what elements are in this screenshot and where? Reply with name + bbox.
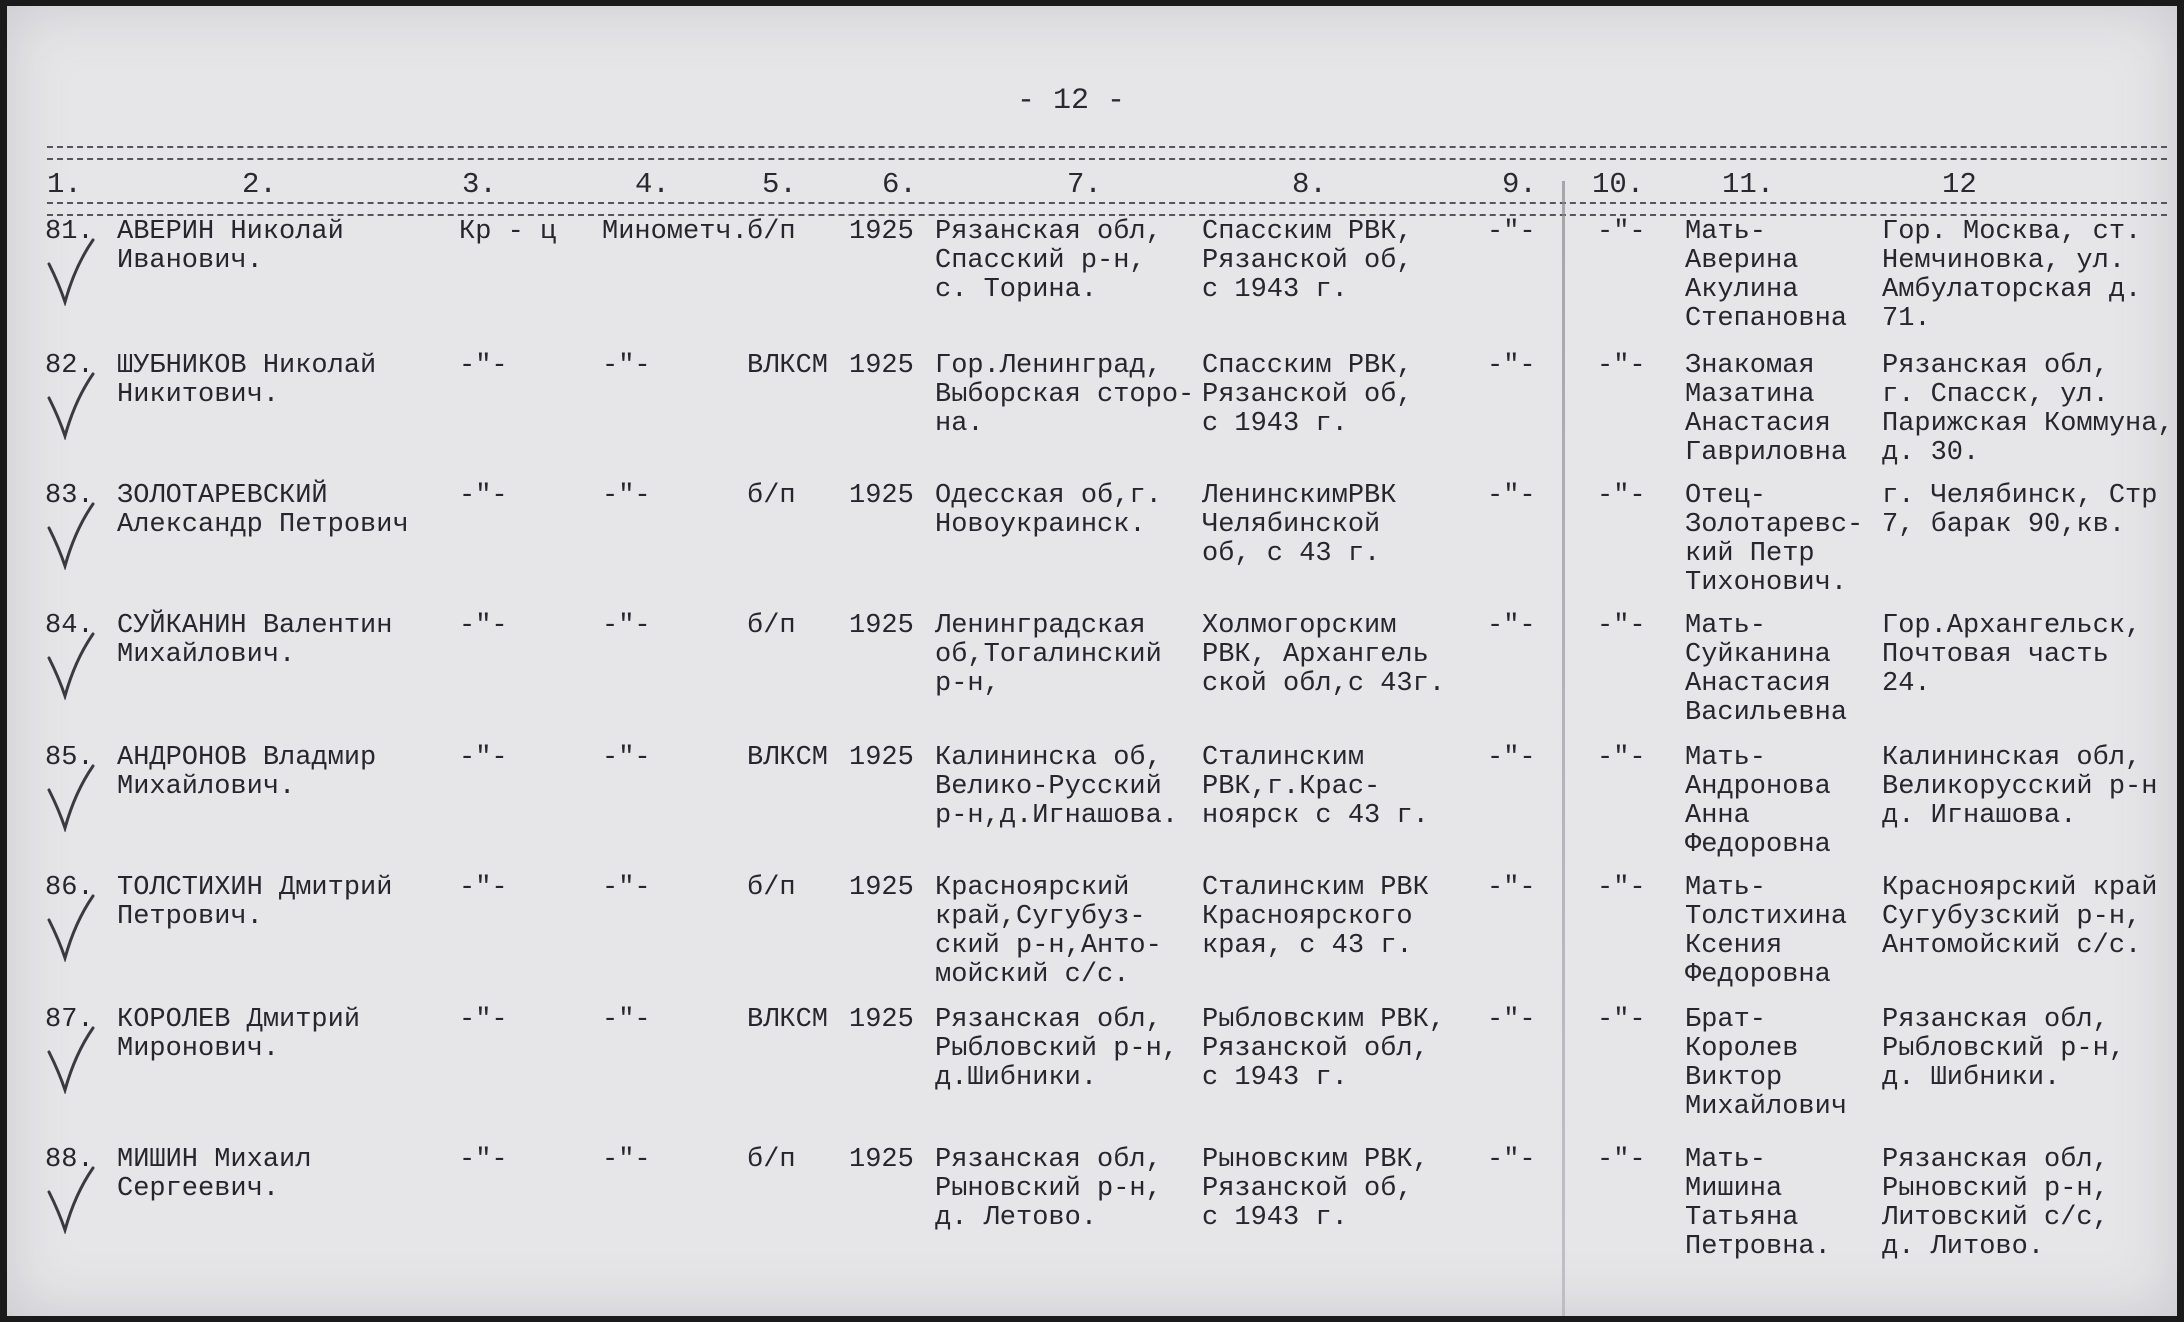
drafted-by: Рыбловским РВК, Рязанской обл, с 1943 г. — [1202, 1005, 1446, 1093]
birthplace: Калининска об, Велико-Русский р-н,д.Игнашова. — [935, 743, 1179, 831]
column-10-value: -"- — [1597, 481, 1646, 511]
check-mark-icon — [45, 500, 95, 570]
next-of-kin: Отец- Золотаревс- кий Петр Тихонович. — [1685, 481, 1864, 598]
home-address: г. Челябинск, Стр 7, барак 90,кв. — [1882, 481, 2158, 540]
party-affiliation: ВЛКСМ — [747, 351, 829, 381]
check-mark-icon — [45, 892, 95, 962]
column-9-value: -"- — [1487, 217, 1536, 247]
row-number: 81. — [45, 217, 94, 247]
drafted-by: Холмогорским РВК, Архангель ской обл,с 43г. — [1202, 611, 1446, 699]
specialty: Минометч. — [602, 217, 748, 247]
col-header-7: 7. — [1067, 168, 1102, 201]
home-address: Красноярский край Сугубузский р-н, Антомойский с/с. — [1882, 873, 2158, 961]
next-of-kin: Знакомая Мазатина Анастасия Гавриловна — [1685, 351, 1848, 468]
column-10-value: -"- — [1597, 873, 1646, 903]
party-affiliation: б/п — [747, 217, 796, 247]
col-header-8: 8. — [1292, 168, 1327, 201]
page-number: - 12 - — [1017, 84, 1126, 118]
birth-year: 1925 — [849, 217, 914, 247]
military-rank: -"- — [459, 611, 508, 641]
home-address: Рязанская обл, Рыновский р-н, Литовский с/с, д. Литово. — [1882, 1145, 2109, 1262]
header-rule-bottom — [47, 202, 2167, 216]
header-rule-top — [47, 146, 2167, 160]
next-of-kin: Мать- Андронова Анна Федоровна — [1685, 743, 1831, 860]
row-number: 82. — [45, 351, 94, 381]
home-address: Рязанская обл, Рыбловский р-н, д. Шибники. — [1882, 1005, 2126, 1093]
party-affiliation: б/п — [747, 873, 796, 903]
column-10-value: -"- — [1597, 1005, 1646, 1035]
specialty: -"- — [602, 1145, 651, 1175]
birth-year: 1925 — [849, 611, 914, 641]
military-rank: -"- — [459, 1145, 508, 1175]
full-name: СУЙКАНИН Валентин Михайлович. — [117, 611, 393, 670]
col-header-10: 10. — [1592, 168, 1645, 201]
home-address: Гор. Москва, ст. Немчиновка, ул. Амбулаторская д. 71. — [1882, 217, 2142, 334]
col-header-6: 6. — [882, 168, 917, 201]
birthplace: Красноярский край,Сугубуз- ский р-н,Анто- мойский с/с. — [935, 873, 1162, 990]
birth-year: 1925 — [849, 1005, 914, 1035]
next-of-kin: Мать- Аверина Акулина Степановна — [1685, 217, 1848, 334]
specialty: -"- — [602, 351, 651, 381]
military-rank: -"- — [459, 1005, 508, 1035]
full-name: АВЕРИН Николай Иванович. — [117, 217, 344, 276]
full-name: ЗОЛОТАРЕВСКИЙ Александр Петрович — [117, 481, 409, 540]
full-name: АНДРОНОВ Владмир Михайлович. — [117, 743, 377, 802]
birth-year: 1925 — [849, 481, 914, 511]
drafted-by: ЛенинскимРВК Челябинской об, с 43 г. — [1202, 481, 1397, 569]
birthplace: Ленинградская об,Тогалинский р-н, — [935, 611, 1162, 699]
military-rank: -"- — [459, 743, 508, 773]
birth-year: 1925 — [849, 1145, 914, 1175]
column-10-value: -"- — [1597, 351, 1646, 381]
column-9-value: -"- — [1487, 873, 1536, 903]
birth-year: 1925 — [849, 351, 914, 381]
row-number: 83. — [45, 481, 94, 511]
party-affiliation: б/п — [747, 481, 796, 511]
next-of-kin: Брат- Королев Виктор Михайлович — [1685, 1005, 1848, 1122]
military-rank: -"- — [459, 351, 508, 381]
row-number: 84. — [45, 611, 94, 641]
military-rank: -"- — [459, 481, 508, 511]
column-9-value: -"- — [1487, 1005, 1536, 1035]
birth-year: 1925 — [849, 743, 914, 773]
column-9-value: -"- — [1487, 351, 1536, 381]
row-number: 85. — [45, 743, 94, 773]
drafted-by: Сталинским РВК Красноярского края, с 43 г. — [1202, 873, 1429, 961]
column-10-value: -"- — [1597, 217, 1646, 247]
birthplace: Гор.Ленинград, Выборская сторо- на. — [935, 351, 1195, 439]
drafted-by: Рыновским РВК, Рязанской об, с 1943 г. — [1202, 1145, 1429, 1233]
check-mark-icon — [45, 630, 95, 700]
next-of-kin: Мать- Мишина Татьяна Петровна. — [1685, 1145, 1831, 1262]
specialty: -"- — [602, 481, 651, 511]
party-affiliation: ВЛКСМ — [747, 743, 829, 773]
col-header-3: 3. — [462, 168, 497, 201]
next-of-kin: Мать- Суйканина Анастасия Васильевна — [1685, 611, 1848, 728]
party-affiliation: б/п — [747, 1145, 796, 1175]
column-9-value: -"- — [1487, 1145, 1536, 1175]
col-header-12: 12 — [1942, 168, 1977, 201]
col-header-11: 11. — [1722, 168, 1775, 201]
military-rank: -"- — [459, 873, 508, 903]
home-address: Рязанская обл, г. Спасск, ул. Парижская Коммуна, д. 30. — [1882, 351, 2174, 468]
birthplace: Рязанская обл, Спасский р-н, с. Торина. — [935, 217, 1162, 305]
column-10-value: -"- — [1597, 611, 1646, 641]
column-10-value: -"- — [1597, 1145, 1646, 1175]
military-rank: Кр - ц — [459, 217, 557, 247]
col-header-4: 4. — [635, 168, 670, 201]
full-name: ТОЛСТИХИН Дмитрий Петрович. — [117, 873, 393, 932]
birthplace: Одесская об,г. Новоукраинск. — [935, 481, 1162, 540]
check-mark-icon — [45, 236, 95, 306]
col-header-2: 2. — [242, 168, 277, 201]
column-9-value: -"- — [1487, 481, 1536, 511]
check-mark-icon — [45, 370, 95, 440]
col-header-9: 9. — [1502, 168, 1537, 201]
col-header-1: 1. — [47, 168, 82, 201]
party-affiliation: ВЛКСМ — [747, 1005, 829, 1035]
row-number: 88. — [45, 1145, 94, 1175]
specialty: -"- — [602, 1005, 651, 1035]
margin-fold-line — [1562, 181, 1565, 1316]
specialty: -"- — [602, 743, 651, 773]
drafted-by: Спасским РВК, Рязанской об, с 1943 г. — [1202, 351, 1413, 439]
check-mark-icon — [45, 1024, 95, 1094]
full-name: КОРОЛЕВ Дмитрий Миронович. — [117, 1005, 361, 1064]
party-affiliation: б/п — [747, 611, 796, 641]
column-9-value: -"- — [1487, 743, 1536, 773]
specialty: -"- — [602, 873, 651, 903]
col-header-5: 5. — [762, 168, 797, 201]
row-number: 86. — [45, 873, 94, 903]
birthplace: Рязанская обл, Рыновский р-н, д. Летово. — [935, 1145, 1162, 1233]
check-mark-icon — [45, 1164, 95, 1234]
birthplace: Рязанская обл, Рыбловский р-н, д.Шибники. — [935, 1005, 1179, 1093]
birth-year: 1925 — [849, 873, 914, 903]
home-address: Гор.Архангельск, Почтовая часть 24. — [1882, 611, 2142, 699]
drafted-by: Спасским РВК, Рязанской об, с 1943 г. — [1202, 217, 1413, 305]
home-address: Калининская обл, Великорусский р-н д. Игнашова. — [1882, 743, 2158, 831]
document-sheet — [7, 6, 2177, 1316]
full-name: МИШИН Михаил Сергеевич. — [117, 1145, 312, 1204]
row-number: 87. — [45, 1005, 94, 1035]
column-9-value: -"- — [1487, 611, 1536, 641]
check-mark-icon — [45, 762, 95, 832]
drafted-by: Сталинским РВК,г.Крас- ноярск с 43 г. — [1202, 743, 1429, 831]
next-of-kin: Мать- Толстихина Ксения Федоровна — [1685, 873, 1848, 990]
column-10-value: -"- — [1597, 743, 1646, 773]
full-name: ШУБНИКОВ Николай Никитович. — [117, 351, 377, 410]
specialty: -"- — [602, 611, 651, 641]
